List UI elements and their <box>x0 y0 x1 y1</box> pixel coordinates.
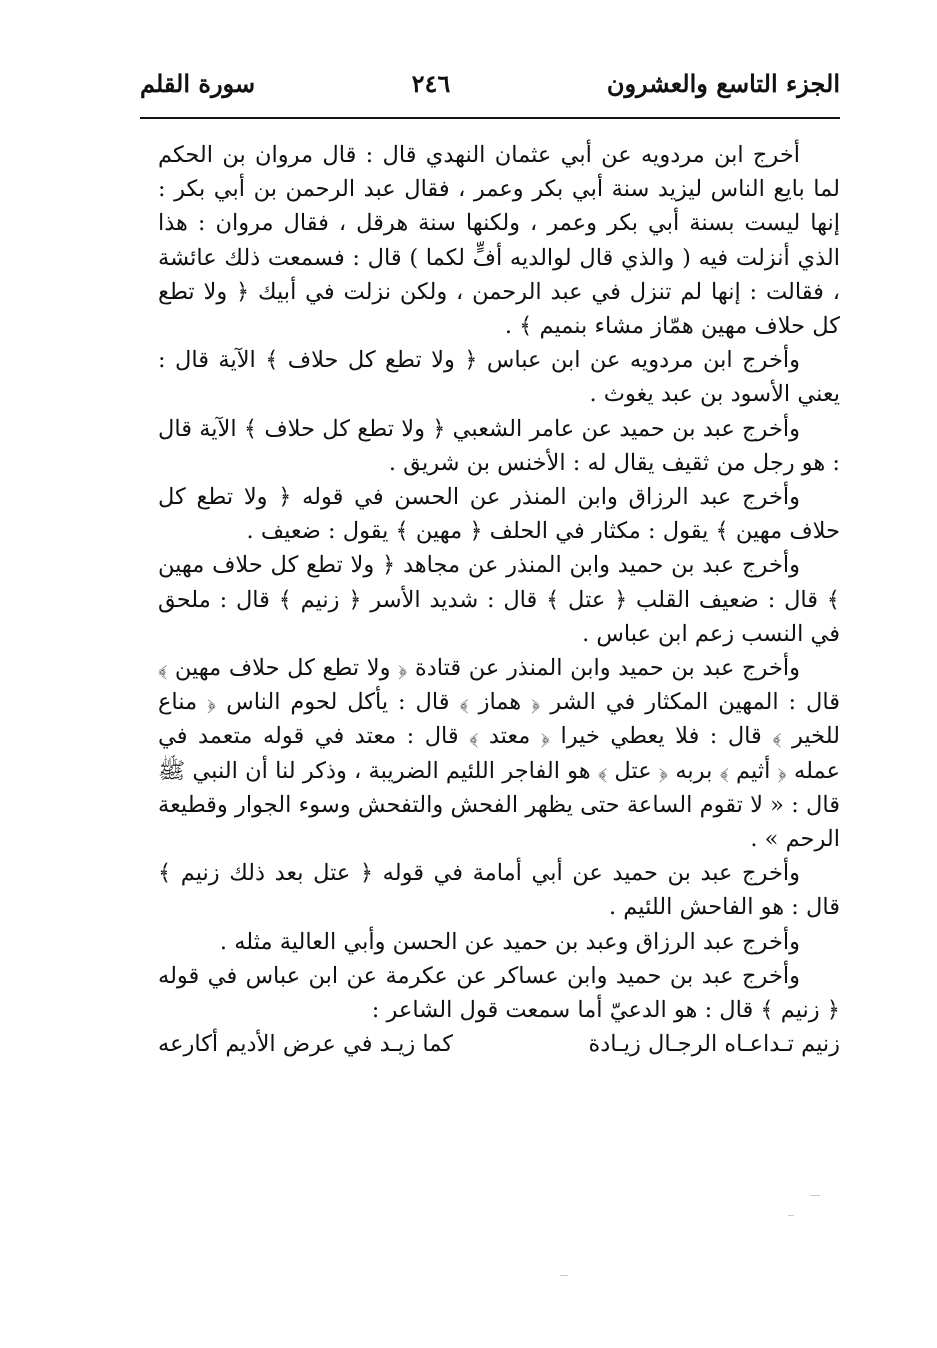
paragraph: وأخرج عبد بن حميد وابن عساكر عن عكرمة عن ابن عباس في قوله ﴿ زنيم ﴾ قال : هو الدعيّ أما سمعت قول الشاعر : <box>158 962 840 1024</box>
surah-title: سورة القلم <box>140 68 256 98</box>
verse-second-hemistich: كما زيـد في عرض الأديم أكارعه <box>158 1031 453 1058</box>
page-body <box>158 138 840 1061</box>
page-number: ٢٤٦ <box>411 68 451 98</box>
paragraph: وأخرج عبد بن حميد عن أبي أمامة في قوله ﴿ عتل بعد ذلك زنيم ﴾ قال : هو الفاحش اللئيم . <box>158 860 840 921</box>
running-header <box>140 58 840 108</box>
scan-speck <box>810 1195 820 1196</box>
header-divider <box>140 117 840 119</box>
scan-specks <box>540 1185 840 1305</box>
paragraph: وأخرج ابن مردويه عن ابن عباس ﴿ ولا تطع كل حلاف ﴾ الآية قال : يعني الأسود بن عبد يغوث . <box>158 347 840 408</box>
paragraph: وأخرج عبد الرزاق وابن المنذر عن الحسن في قوله ﴿ ولا تطع كل حلاف مهين ﴾ يقول : مكثار في الحلف ﴿ مهين ﴾ يقول : ضعيف . <box>158 484 840 545</box>
scan-speck <box>560 1275 568 1276</box>
poetry-verse <box>158 1027 840 1061</box>
verse-first-hemistich: زنيم تـداعـاه الرجـال زيـادة <box>588 1031 840 1058</box>
part-title: الجزء التاسع والعشرون <box>606 68 840 98</box>
scan-speck <box>788 1215 794 1216</box>
paragraph: وأخرج عبد الرزاق وعبد بن حميد عن الحسن وأبي العالية مثله . <box>219 928 800 955</box>
paragraph: وأخرج عبد بن حميد وابن المنذر عن قتادة ﴿ ولا تطع كل حلاف مهين ﴾ قال : المهين المكثار في الشر ﴿ هماز ﴾ قال : يأكل لحوم الناس ﴿ مناع للخير ﴾ قال : فلا يعطي خيرا ﴿ معتد ﴾ قال : معتد في قوله متعمد في عمله ﴿ أثيم ﴾ بربه ﴿ عتل ﴾ هو الفاجر اللئيم الضريبة ، وذكر لنا أن النبي ﷺ قال : « لا تقوم الساعة حتى يظهر الفحش والتفحش وسوء الجوار وقطيعة الرحم » . <box>158 655 840 853</box>
paragraph: وأخرج عبد بن حميد وابن المنذر عن مجاهد ﴿ ولا تطع كل حلاف مهين ﴾ قال : ضعيف القلب ﴿ عتل ﴾ قال : شديد الأسر ﴿ زنيم ﴾ قال : ملحق في النسب زعم ابن عباس . <box>158 552 840 647</box>
paragraph: أخرج ابن مردويه عن أبي عثمان النهدي قال : قال مروان بن الحكم لما بايع الناس ليزيد سنة أبي بكر وعمر ، فقال عبد الرحمن بن أبي بكر : إنها ليست بسنة أبي بكر وعمر ، ولكنها سنة هرقل ، فقال مروان : هذا الذي أنزلت فيه ( والذي قال لوالديه أفٍّ لكما ) قال : فسمعت ذلك عائشة ، فقالت : إنها لم تنزل في عبد الرحمن ، ولكن نزلت في أبيك ﴿ ولا تطع كل حلاف مهين همّاز مشاء بنميم ﴾ . <box>158 142 840 340</box>
paragraph: وأخرج عبد بن حميد عن عامر الشعبي ﴿ ولا تطع كل حلاف ﴾ الآية قال : هو رجل من ثقيف يقال له : الأخنس بن شريق . <box>158 415 840 476</box>
